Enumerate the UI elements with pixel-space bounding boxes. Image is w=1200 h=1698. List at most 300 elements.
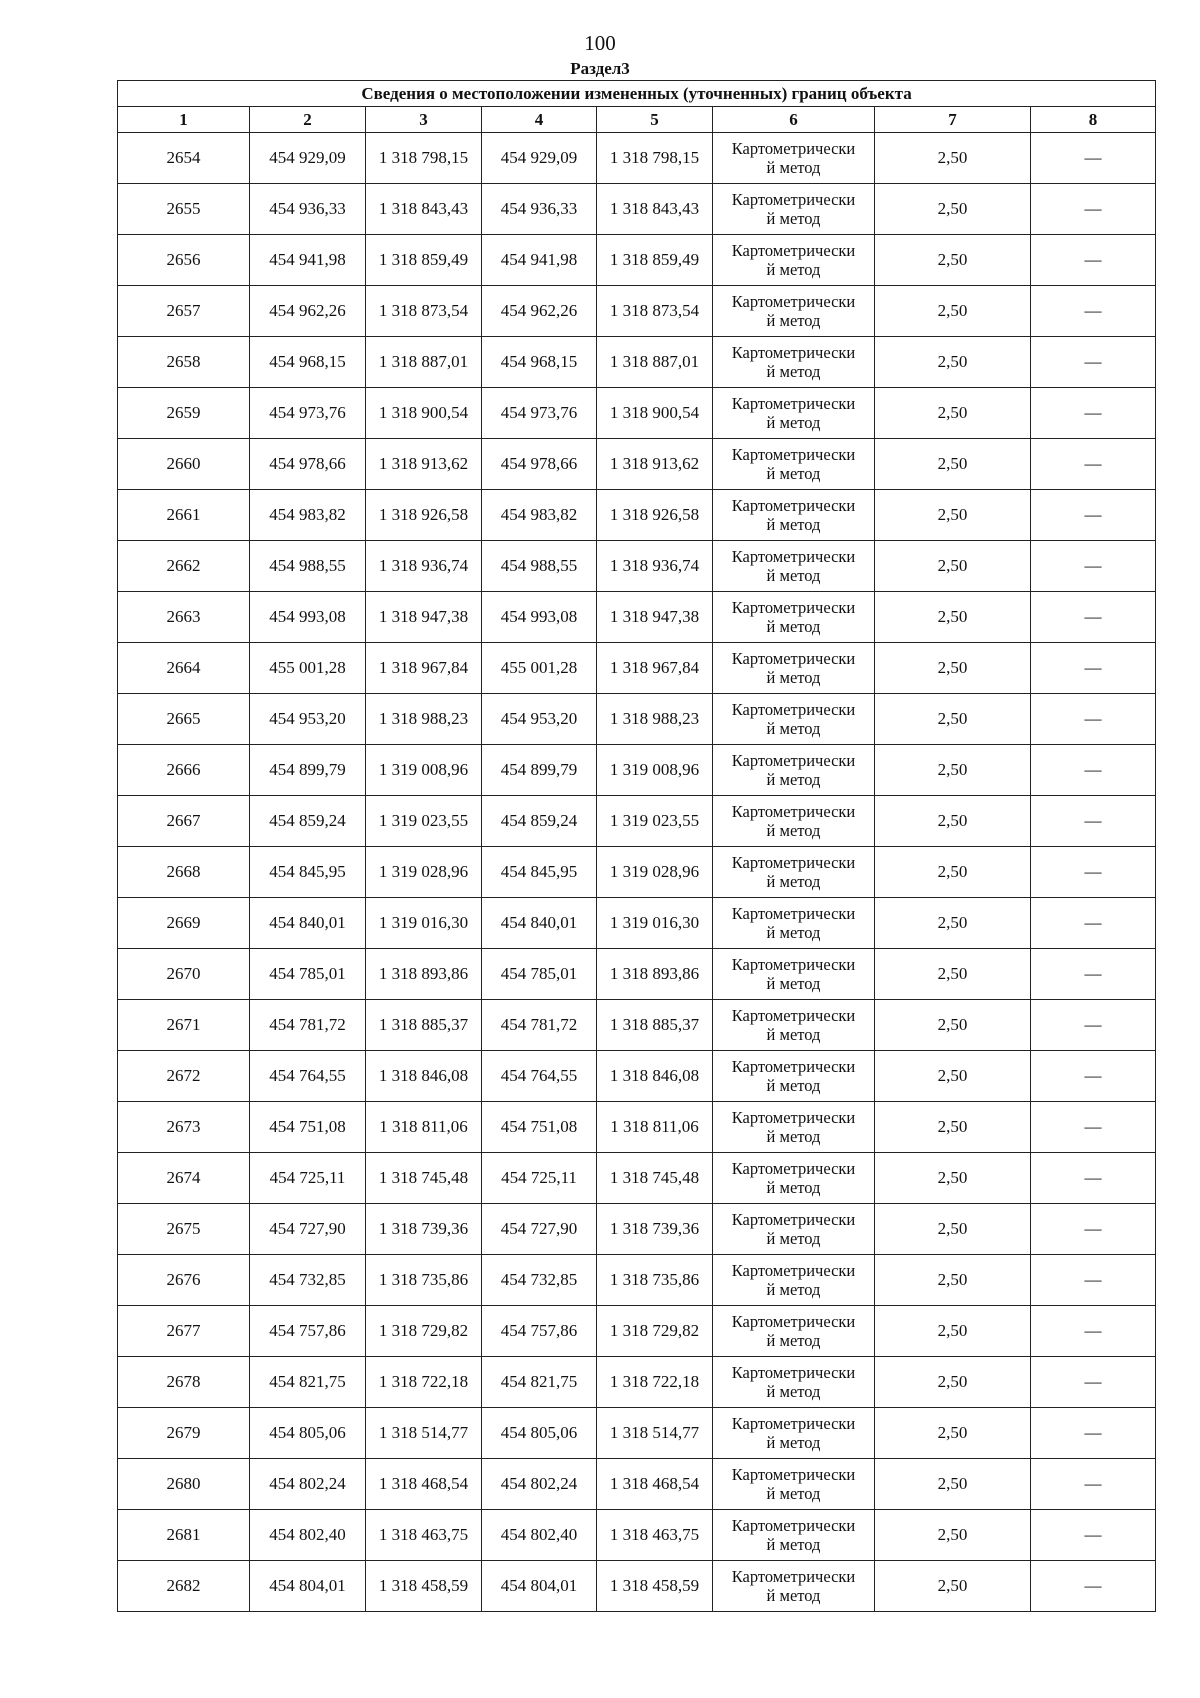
x-existing-cell: 454 757,86 (250, 1306, 366, 1357)
note-cell: — (1031, 1153, 1156, 1204)
method-cell (713, 1051, 875, 1102)
method-text-line-1: Картометрически (731, 1465, 856, 1484)
point-number-cell: 2667 (118, 796, 250, 847)
method-text-line-2: й метод (766, 158, 821, 177)
y-new-cell: 1 319 016,30 (597, 898, 713, 949)
note-cell: — (1031, 1306, 1156, 1357)
method-text-line-2: й метод (766, 1535, 821, 1554)
table-row (118, 1102, 1156, 1153)
note-cell: — (1031, 388, 1156, 439)
method-text-line-2: й метод (766, 719, 821, 738)
x-existing-cell: 454 859,24 (250, 796, 366, 847)
point-number-cell: 2663 (118, 592, 250, 643)
x-new-cell: 454 821,75 (482, 1357, 597, 1408)
y-new-cell: 1 318 887,01 (597, 337, 713, 388)
y-new-cell: 1 318 468,54 (597, 1459, 713, 1510)
point-number-cell: 2672 (118, 1051, 250, 1102)
x-existing-cell: 454 978,66 (250, 439, 366, 490)
method-cell (713, 1561, 875, 1612)
point-number-cell: 2654 (118, 133, 250, 184)
method-text-line-2: й метод (766, 464, 821, 483)
accuracy-cell: 2,50 (875, 1561, 1031, 1612)
table-row (118, 286, 1156, 337)
accuracy-cell: 2,50 (875, 1102, 1031, 1153)
method-text-line-1: Картометрически (731, 955, 856, 974)
method-cell (713, 1204, 875, 1255)
method-cell (713, 133, 875, 184)
note-cell: — (1031, 1459, 1156, 1510)
x-new-cell: 454 802,40 (482, 1510, 597, 1561)
column-number-6: 6 (713, 107, 875, 133)
y-existing-cell: 1 318 722,18 (366, 1357, 482, 1408)
note-cell: — (1031, 235, 1156, 286)
y-existing-cell: 1 318 947,38 (366, 592, 482, 643)
accuracy-cell: 2,50 (875, 694, 1031, 745)
method-cell (713, 184, 875, 235)
x-existing-cell: 454 764,55 (250, 1051, 366, 1102)
x-existing-cell: 455 001,28 (250, 643, 366, 694)
method-text-line-1: Картометрически (731, 1516, 856, 1535)
x-existing-cell: 454 993,08 (250, 592, 366, 643)
x-existing-cell: 454 936,33 (250, 184, 366, 235)
point-number-cell: 2679 (118, 1408, 250, 1459)
method-cell (713, 1357, 875, 1408)
accuracy-cell: 2,50 (875, 1510, 1031, 1561)
table-row (118, 898, 1156, 949)
method-cell (713, 388, 875, 439)
method-text-line-1: Картометрически (731, 853, 856, 872)
accuracy-cell: 2,50 (875, 1153, 1031, 1204)
y-existing-cell: 1 318 458,59 (366, 1561, 482, 1612)
note-cell: — (1031, 1561, 1156, 1612)
x-new-cell: 454 845,95 (482, 847, 597, 898)
x-new-cell: 454 993,08 (482, 592, 597, 643)
y-existing-cell: 1 318 514,77 (366, 1408, 482, 1459)
table-row (118, 949, 1156, 1000)
y-existing-cell: 1 318 811,06 (366, 1102, 482, 1153)
method-text-line-1: Картометрически (731, 1312, 856, 1331)
method-text-line-1: Картометрически (731, 649, 856, 668)
method-cell (713, 337, 875, 388)
accuracy-cell: 2,50 (875, 949, 1031, 1000)
accuracy-cell: 2,50 (875, 388, 1031, 439)
x-existing-cell: 454 962,26 (250, 286, 366, 337)
x-existing-cell: 454 821,75 (250, 1357, 366, 1408)
accuracy-cell: 2,50 (875, 133, 1031, 184)
x-new-cell: 454 978,66 (482, 439, 597, 490)
x-new-cell: 454 727,90 (482, 1204, 597, 1255)
page-number: 100 (584, 31, 616, 55)
point-number-cell: 2656 (118, 235, 250, 286)
x-new-cell: 454 899,79 (482, 745, 597, 796)
x-new-cell: 454 936,33 (482, 184, 597, 235)
y-new-cell: 1 318 843,43 (597, 184, 713, 235)
x-new-cell: 454 840,01 (482, 898, 597, 949)
table-row (118, 490, 1156, 541)
y-new-cell: 1 318 947,38 (597, 592, 713, 643)
method-text-line-2: й метод (766, 1229, 821, 1248)
method-cell (713, 745, 875, 796)
table-row (118, 133, 1156, 184)
accuracy-cell: 2,50 (875, 1357, 1031, 1408)
x-existing-cell: 454 725,11 (250, 1153, 366, 1204)
method-text-line-1: Картометрически (731, 241, 856, 260)
accuracy-cell: 2,50 (875, 337, 1031, 388)
point-number-cell: 2677 (118, 1306, 250, 1357)
column-number-8: 8 (1031, 107, 1156, 133)
note-cell: — (1031, 796, 1156, 847)
method-text-line-1: Картометрически (731, 1567, 856, 1586)
note-cell: — (1031, 541, 1156, 592)
y-existing-cell: 1 318 729,82 (366, 1306, 482, 1357)
point-number-cell: 2670 (118, 949, 250, 1000)
x-new-cell: 454 764,55 (482, 1051, 597, 1102)
method-text-line-1: Картометрически (731, 904, 856, 923)
x-existing-cell: 454 953,20 (250, 694, 366, 745)
method-text-line-1: Картометрически (731, 1159, 856, 1178)
x-new-cell: 454 732,85 (482, 1255, 597, 1306)
point-number-cell: 2666 (118, 745, 250, 796)
y-existing-cell: 1 319 028,96 (366, 847, 482, 898)
y-new-cell: 1 318 846,08 (597, 1051, 713, 1102)
accuracy-cell: 2,50 (875, 1204, 1031, 1255)
point-number-cell: 2673 (118, 1102, 250, 1153)
method-cell (713, 541, 875, 592)
method-text-line-2: й метод (766, 821, 821, 840)
method-text-line-2: й метод (766, 923, 821, 942)
table-row (118, 1510, 1156, 1561)
x-existing-cell: 454 727,90 (250, 1204, 366, 1255)
accuracy-cell: 2,50 (875, 592, 1031, 643)
y-existing-cell: 1 318 745,48 (366, 1153, 482, 1204)
y-new-cell: 1 318 988,23 (597, 694, 713, 745)
y-new-cell: 1 318 798,15 (597, 133, 713, 184)
x-new-cell: 454 968,15 (482, 337, 597, 388)
method-cell (713, 1153, 875, 1204)
method-cell (713, 1408, 875, 1459)
y-new-cell: 1 319 023,55 (597, 796, 713, 847)
y-new-cell: 1 318 514,77 (597, 1408, 713, 1459)
accuracy-cell: 2,50 (875, 490, 1031, 541)
column-number-3: 3 (366, 107, 482, 133)
x-new-cell: 454 929,09 (482, 133, 597, 184)
table-row (118, 1000, 1156, 1051)
y-existing-cell: 1 318 988,23 (366, 694, 482, 745)
note-cell: — (1031, 847, 1156, 898)
accuracy-cell: 2,50 (875, 541, 1031, 592)
table-row (118, 1306, 1156, 1357)
y-existing-cell: 1 318 893,86 (366, 949, 482, 1000)
table-row (118, 439, 1156, 490)
note-cell: — (1031, 1051, 1156, 1102)
y-new-cell: 1 318 735,86 (597, 1255, 713, 1306)
accuracy-cell: 2,50 (875, 235, 1031, 286)
x-new-cell: 454 988,55 (482, 541, 597, 592)
x-new-cell: 454 941,98 (482, 235, 597, 286)
y-existing-cell: 1 318 735,86 (366, 1255, 482, 1306)
table-row (118, 643, 1156, 694)
point-number-cell: 2682 (118, 1561, 250, 1612)
y-existing-cell: 1 318 739,36 (366, 1204, 482, 1255)
method-cell (713, 592, 875, 643)
x-existing-cell: 454 785,01 (250, 949, 366, 1000)
method-cell (713, 847, 875, 898)
method-text-line-2: й метод (766, 311, 821, 330)
accuracy-cell: 2,50 (875, 184, 1031, 235)
method-cell (713, 1102, 875, 1153)
column-number-row (118, 107, 1156, 133)
method-text-line-2: й метод (766, 566, 821, 585)
note-cell: — (1031, 745, 1156, 796)
table-row (118, 1204, 1156, 1255)
method-text-line-1: Картометрически (731, 751, 856, 770)
x-existing-cell: 454 804,01 (250, 1561, 366, 1612)
note-cell: — (1031, 1204, 1156, 1255)
table-row (118, 592, 1156, 643)
boundary-coordinates-table (117, 80, 1156, 1612)
method-text-line-1: Картометрически (731, 394, 856, 413)
method-text-line-2: й метод (766, 209, 821, 228)
y-existing-cell: 1 318 913,62 (366, 439, 482, 490)
y-existing-cell: 1 318 468,54 (366, 1459, 482, 1510)
method-text-line-1: Картометрически (731, 1414, 856, 1433)
x-existing-cell: 454 968,15 (250, 337, 366, 388)
table-row (118, 745, 1156, 796)
note-cell: — (1031, 1357, 1156, 1408)
column-number-5: 5 (597, 107, 713, 133)
table-row (118, 1408, 1156, 1459)
method-cell (713, 796, 875, 847)
method-text-line-2: й метод (766, 1586, 821, 1605)
table-body (118, 133, 1156, 1612)
method-text-line-1: Картометрически (731, 1261, 856, 1280)
x-existing-cell: 454 899,79 (250, 745, 366, 796)
method-cell (713, 694, 875, 745)
method-text-line-2: й метод (766, 1127, 821, 1146)
table-row (118, 1459, 1156, 1510)
y-existing-cell: 1 318 846,08 (366, 1051, 482, 1102)
point-number-cell: 2664 (118, 643, 250, 694)
method-text-line-2: й метод (766, 362, 821, 381)
table-row (118, 1561, 1156, 1612)
accuracy-cell: 2,50 (875, 745, 1031, 796)
method-text-line-1: Картометрически (731, 700, 856, 719)
method-text-line-2: й метод (766, 515, 821, 534)
x-existing-cell: 454 802,40 (250, 1510, 366, 1561)
y-existing-cell: 1 319 016,30 (366, 898, 482, 949)
table-row (118, 388, 1156, 439)
x-new-cell: 454 757,86 (482, 1306, 597, 1357)
method-text-line-1: Картометрически (731, 802, 856, 821)
note-cell: — (1031, 133, 1156, 184)
x-existing-cell: 454 781,72 (250, 1000, 366, 1051)
method-cell (713, 235, 875, 286)
x-new-cell: 454 973,76 (482, 388, 597, 439)
method-cell (713, 1000, 875, 1051)
table-row (118, 235, 1156, 286)
method-cell (713, 898, 875, 949)
x-existing-cell: 454 988,55 (250, 541, 366, 592)
method-cell (713, 949, 875, 1000)
note-cell: — (1031, 1408, 1156, 1459)
y-new-cell: 1 318 873,54 (597, 286, 713, 337)
note-cell: — (1031, 1255, 1156, 1306)
x-existing-cell: 454 941,98 (250, 235, 366, 286)
section-title: Раздел3 (570, 59, 630, 78)
y-new-cell: 1 318 900,54 (597, 388, 713, 439)
method-text-line-2: й метод (766, 260, 821, 279)
y-existing-cell: 1 318 873,54 (366, 286, 482, 337)
x-existing-cell: 454 840,01 (250, 898, 366, 949)
note-cell: — (1031, 184, 1156, 235)
y-existing-cell: 1 319 023,55 (366, 796, 482, 847)
table-row (118, 541, 1156, 592)
accuracy-cell: 2,50 (875, 1306, 1031, 1357)
y-existing-cell: 1 318 843,43 (366, 184, 482, 235)
y-new-cell: 1 318 936,74 (597, 541, 713, 592)
x-new-cell: 454 962,26 (482, 286, 597, 337)
table-row (118, 796, 1156, 847)
y-new-cell: 1 318 729,82 (597, 1306, 713, 1357)
note-cell: — (1031, 949, 1156, 1000)
y-existing-cell: 1 318 798,15 (366, 133, 482, 184)
method-text-line-2: й метод (766, 1025, 821, 1044)
x-existing-cell: 454 732,85 (250, 1255, 366, 1306)
point-number-cell: 2662 (118, 541, 250, 592)
x-new-cell: 454 953,20 (482, 694, 597, 745)
method-text-line-1: Картометрически (731, 547, 856, 566)
x-existing-cell: 454 751,08 (250, 1102, 366, 1153)
method-text-line-1: Картометрически (731, 1057, 856, 1076)
method-text-line-1: Картометрически (731, 139, 856, 158)
method-text-line-1: Картометрически (731, 190, 856, 209)
y-existing-cell: 1 318 967,84 (366, 643, 482, 694)
x-new-cell: 454 785,01 (482, 949, 597, 1000)
column-number-7: 7 (875, 107, 1031, 133)
y-existing-cell: 1 318 900,54 (366, 388, 482, 439)
note-cell: — (1031, 694, 1156, 745)
x-existing-cell: 454 805,06 (250, 1408, 366, 1459)
y-new-cell: 1 318 926,58 (597, 490, 713, 541)
note-cell: — (1031, 439, 1156, 490)
y-new-cell: 1 318 913,62 (597, 439, 713, 490)
x-new-cell: 455 001,28 (482, 643, 597, 694)
x-new-cell: 454 804,01 (482, 1561, 597, 1612)
x-existing-cell: 454 929,09 (250, 133, 366, 184)
method-text-line-2: й метод (766, 668, 821, 687)
point-number-cell: 2659 (118, 388, 250, 439)
y-existing-cell: 1 318 936,74 (366, 541, 482, 592)
accuracy-cell: 2,50 (875, 1408, 1031, 1459)
x-new-cell: 454 802,24 (482, 1459, 597, 1510)
method-text-line-1: Картометрически (731, 343, 856, 362)
y-new-cell: 1 318 463,75 (597, 1510, 713, 1561)
method-text-line-2: й метод (766, 1484, 821, 1503)
y-existing-cell: 1 318 926,58 (366, 490, 482, 541)
y-new-cell: 1 318 811,06 (597, 1102, 713, 1153)
method-text-line-2: й метод (766, 1382, 821, 1401)
method-text-line-1: Картометрически (731, 1363, 856, 1382)
point-number-cell: 2676 (118, 1255, 250, 1306)
point-number-cell: 2668 (118, 847, 250, 898)
point-number-cell: 2678 (118, 1357, 250, 1408)
table-row (118, 1357, 1156, 1408)
y-new-cell: 1 319 008,96 (597, 745, 713, 796)
y-existing-cell: 1 318 859,49 (366, 235, 482, 286)
point-number-cell: 2665 (118, 694, 250, 745)
y-new-cell: 1 319 028,96 (597, 847, 713, 898)
point-number-cell: 2669 (118, 898, 250, 949)
point-number-cell: 2661 (118, 490, 250, 541)
point-number-cell: 2680 (118, 1459, 250, 1510)
point-number-cell: 2660 (118, 439, 250, 490)
method-text-line-2: й метод (766, 1433, 821, 1452)
method-text-line-1: Картометрически (731, 1006, 856, 1025)
y-existing-cell: 1 318 887,01 (366, 337, 482, 388)
y-existing-cell: 1 318 885,37 (366, 1000, 482, 1051)
accuracy-cell: 2,50 (875, 1459, 1031, 1510)
method-text-line-1: Картометрически (731, 1210, 856, 1229)
point-number-cell: 2655 (118, 184, 250, 235)
x-new-cell: 454 751,08 (482, 1102, 597, 1153)
note-cell: — (1031, 286, 1156, 337)
y-new-cell: 1 318 722,18 (597, 1357, 713, 1408)
method-text-line-1: Картометрически (731, 292, 856, 311)
x-new-cell: 454 983,82 (482, 490, 597, 541)
table-row (118, 694, 1156, 745)
method-text-line-2: й метод (766, 974, 821, 993)
y-existing-cell: 1 319 008,96 (366, 745, 482, 796)
x-existing-cell: 454 973,76 (250, 388, 366, 439)
y-new-cell: 1 318 859,49 (597, 235, 713, 286)
method-text-line-2: й метод (766, 1076, 821, 1095)
method-cell (713, 1510, 875, 1561)
method-text-line-2: й метод (766, 1280, 821, 1299)
table-caption: Сведения о местоположении измененных (уточненных) границ объекта (118, 81, 1156, 107)
note-cell: — (1031, 643, 1156, 694)
accuracy-cell: 2,50 (875, 1000, 1031, 1051)
method-cell (713, 439, 875, 490)
accuracy-cell: 2,50 (875, 796, 1031, 847)
y-new-cell: 1 318 458,59 (597, 1561, 713, 1612)
table-row (118, 184, 1156, 235)
accuracy-cell: 2,50 (875, 286, 1031, 337)
method-text-line-2: й метод (766, 617, 821, 636)
y-new-cell: 1 318 745,48 (597, 1153, 713, 1204)
method-text-line-2: й метод (766, 1178, 821, 1197)
x-existing-cell: 454 802,24 (250, 1459, 366, 1510)
method-text-line-1: Картометрически (731, 496, 856, 515)
x-new-cell: 454 859,24 (482, 796, 597, 847)
method-text-line-2: й метод (766, 770, 821, 789)
point-number-cell: 2658 (118, 337, 250, 388)
note-cell: — (1031, 592, 1156, 643)
accuracy-cell: 2,50 (875, 898, 1031, 949)
method-cell (713, 1306, 875, 1357)
point-number-cell: 2657 (118, 286, 250, 337)
method-cell (713, 1255, 875, 1306)
table-row (118, 847, 1156, 898)
column-number-2: 2 (250, 107, 366, 133)
point-number-cell: 2681 (118, 1510, 250, 1561)
x-new-cell: 454 805,06 (482, 1408, 597, 1459)
note-cell: — (1031, 898, 1156, 949)
y-new-cell: 1 318 893,86 (597, 949, 713, 1000)
note-cell: — (1031, 1000, 1156, 1051)
note-cell: — (1031, 1102, 1156, 1153)
accuracy-cell: 2,50 (875, 439, 1031, 490)
y-new-cell: 1 318 885,37 (597, 1000, 713, 1051)
